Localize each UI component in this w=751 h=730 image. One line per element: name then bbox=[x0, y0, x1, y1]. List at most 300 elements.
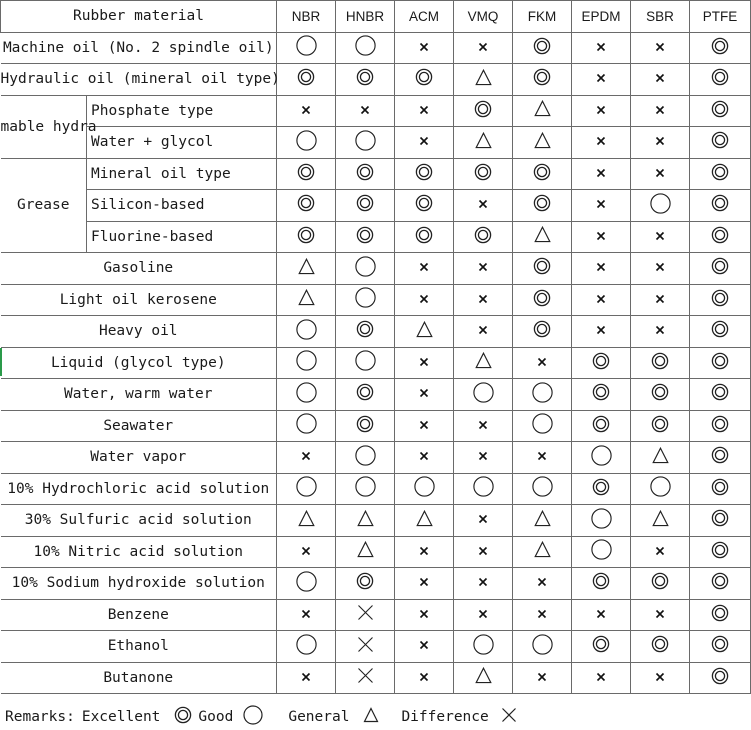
rating-cell-fkm bbox=[513, 599, 572, 631]
rating-cell-hnbr bbox=[336, 379, 395, 411]
rating-cell-ptfe bbox=[690, 347, 751, 379]
rating-cell-sbr bbox=[631, 662, 690, 694]
difference-icon bbox=[478, 575, 488, 591]
difference-icon bbox=[478, 323, 488, 339]
row-label: Phosphate type bbox=[87, 95, 277, 127]
rating-cell-acm bbox=[395, 158, 454, 190]
rating-cell-acm bbox=[395, 32, 454, 64]
excellent-icon bbox=[356, 194, 374, 216]
rating-cell-nbr bbox=[277, 347, 336, 379]
rating-cell-hnbr bbox=[336, 190, 395, 222]
excellent-icon bbox=[533, 194, 551, 216]
rating-cell-nbr bbox=[277, 599, 336, 631]
rating-cell-vmq bbox=[454, 95, 513, 127]
rating-cell-fkm bbox=[513, 190, 572, 222]
legend-good-icon bbox=[243, 705, 263, 729]
excellent-icon bbox=[533, 68, 551, 90]
rating-cell-epdm bbox=[572, 536, 631, 568]
legend-prefix: Remarks: bbox=[5, 709, 75, 725]
rating-cell-sbr bbox=[631, 221, 690, 253]
rating-cell-sbr bbox=[631, 410, 690, 442]
table-row bbox=[1, 64, 751, 96]
rating-cell-epdm bbox=[572, 127, 631, 159]
difference-icon bbox=[655, 134, 665, 150]
excellent-icon bbox=[651, 635, 669, 657]
rating-cell-ptfe bbox=[690, 253, 751, 285]
excellent-icon bbox=[356, 163, 374, 185]
excellent-icon bbox=[533, 257, 551, 279]
excellent-icon bbox=[474, 226, 492, 248]
rating-cell-epdm bbox=[572, 568, 631, 600]
rating-cell-epdm bbox=[572, 190, 631, 222]
rating-cell-fkm bbox=[513, 347, 572, 379]
excellent-icon bbox=[711, 478, 729, 500]
difference-icon bbox=[655, 166, 665, 182]
rating-cell-ptfe bbox=[690, 158, 751, 190]
excellent-icon bbox=[533, 163, 551, 185]
good-icon bbox=[296, 634, 317, 659]
rating-cell-hnbr bbox=[336, 662, 395, 694]
rating-cell-ptfe bbox=[690, 505, 751, 537]
rating-cell-fkm bbox=[513, 158, 572, 190]
excellent-icon bbox=[533, 37, 551, 59]
row-label: Butanone bbox=[1, 662, 277, 694]
table-row bbox=[1, 32, 751, 64]
row-label: Water, warm water bbox=[1, 379, 277, 411]
rating-cell-ptfe bbox=[690, 221, 751, 253]
rating-cell-ptfe bbox=[690, 536, 751, 568]
rating-cell-fkm bbox=[513, 568, 572, 600]
difference-icon bbox=[596, 71, 606, 87]
rating-cell-sbr bbox=[631, 253, 690, 285]
difference-icon bbox=[655, 292, 665, 308]
rating-cell-nbr bbox=[277, 158, 336, 190]
rating-cell-acm bbox=[395, 442, 454, 474]
rating-cell-nbr bbox=[277, 536, 336, 568]
legend-difference-icon bbox=[501, 707, 517, 727]
difference-icon bbox=[537, 355, 547, 371]
rating-cell-hnbr bbox=[336, 127, 395, 159]
difference-icon bbox=[357, 604, 374, 625]
table-row bbox=[1, 127, 751, 159]
difference-icon bbox=[419, 260, 429, 276]
rating-cell-vmq bbox=[454, 284, 513, 316]
difference-icon bbox=[655, 544, 665, 560]
rating-cell-epdm bbox=[572, 379, 631, 411]
rating-cell-sbr bbox=[631, 473, 690, 505]
excellent-icon bbox=[592, 352, 610, 374]
rating-cell-fkm bbox=[513, 32, 572, 64]
general-icon bbox=[652, 447, 669, 468]
difference-icon bbox=[537, 449, 547, 465]
rating-cell-sbr bbox=[631, 284, 690, 316]
rating-cell-ptfe bbox=[690, 95, 751, 127]
col-header-acm: ACM bbox=[395, 1, 454, 33]
excellent-icon bbox=[592, 478, 610, 500]
difference-icon bbox=[478, 40, 488, 56]
difference-icon bbox=[596, 134, 606, 150]
rating-cell-epdm bbox=[572, 599, 631, 631]
rating-cell-sbr bbox=[631, 316, 690, 348]
table-row bbox=[1, 158, 751, 190]
difference-icon bbox=[655, 103, 665, 119]
excellent-icon bbox=[711, 572, 729, 594]
table-row bbox=[1, 410, 751, 442]
good-icon bbox=[591, 508, 612, 533]
excellent-icon bbox=[711, 320, 729, 342]
good-icon bbox=[473, 382, 494, 407]
rating-cell-vmq bbox=[454, 599, 513, 631]
rating-cell-epdm bbox=[572, 221, 631, 253]
rating-cell-epdm bbox=[572, 253, 631, 285]
rating-cell-vmq bbox=[454, 221, 513, 253]
rating-cell-nbr bbox=[277, 316, 336, 348]
rating-cell-hnbr bbox=[336, 253, 395, 285]
rating-cell-nbr bbox=[277, 662, 336, 694]
excellent-icon bbox=[711, 415, 729, 437]
difference-icon bbox=[596, 292, 606, 308]
rating-cell-vmq bbox=[454, 379, 513, 411]
difference-icon bbox=[655, 229, 665, 245]
difference-icon bbox=[478, 292, 488, 308]
difference-icon bbox=[596, 103, 606, 119]
rating-cell-vmq bbox=[454, 64, 513, 96]
row-label: Hydraulic oil (mineral oil type) bbox=[1, 64, 277, 96]
rating-cell-epdm bbox=[572, 316, 631, 348]
rating-cell-epdm bbox=[572, 442, 631, 474]
difference-icon bbox=[596, 229, 606, 245]
rating-cell-epdm bbox=[572, 158, 631, 190]
rating-cell-ptfe bbox=[690, 599, 751, 631]
rating-cell-nbr bbox=[277, 631, 336, 663]
good-icon bbox=[296, 35, 317, 60]
excellent-icon bbox=[592, 415, 610, 437]
header-row bbox=[1, 1, 751, 33]
difference-icon bbox=[301, 607, 311, 623]
difference-icon bbox=[596, 40, 606, 56]
rating-cell-fkm bbox=[513, 505, 572, 537]
table-row bbox=[1, 442, 751, 474]
row-indicator-mark bbox=[0, 348, 2, 376]
row-label: Machine oil (No. 2 spindle oil) bbox=[1, 32, 277, 64]
table-row bbox=[1, 505, 751, 537]
excellent-icon bbox=[474, 100, 492, 122]
col-header-ptfe: PTFE bbox=[690, 1, 751, 33]
table-row bbox=[1, 221, 751, 253]
difference-icon bbox=[357, 667, 374, 688]
excellent-icon bbox=[356, 320, 374, 342]
excellent-icon bbox=[711, 635, 729, 657]
excellent-icon bbox=[415, 194, 433, 216]
difference-icon bbox=[301, 449, 311, 465]
legend-difference-label: Difference bbox=[401, 709, 489, 725]
difference-icon bbox=[419, 449, 429, 465]
rating-cell-acm bbox=[395, 410, 454, 442]
rating-cell-vmq bbox=[454, 410, 513, 442]
rating-cell-fkm bbox=[513, 662, 572, 694]
rating-cell-ptfe bbox=[690, 568, 751, 600]
difference-icon bbox=[419, 670, 429, 686]
rating-cell-nbr bbox=[277, 64, 336, 96]
difference-icon bbox=[478, 512, 488, 528]
legend-general-label: General bbox=[288, 709, 350, 725]
good-icon bbox=[355, 35, 376, 60]
row-label: Silicon-based bbox=[87, 190, 277, 222]
rating-cell-vmq bbox=[454, 190, 513, 222]
rating-cell-sbr bbox=[631, 158, 690, 190]
rating-cell-sbr bbox=[631, 599, 690, 631]
difference-icon bbox=[655, 260, 665, 276]
rating-cell-vmq bbox=[454, 442, 513, 474]
excellent-icon bbox=[356, 572, 374, 594]
rating-cell-nbr bbox=[277, 379, 336, 411]
rating-cell-fkm bbox=[513, 253, 572, 285]
rating-cell-vmq bbox=[454, 473, 513, 505]
difference-icon bbox=[596, 323, 606, 339]
row-label: Ethanol bbox=[1, 631, 277, 663]
good-icon bbox=[296, 382, 317, 407]
rating-cell-sbr bbox=[631, 64, 690, 96]
excellent-icon bbox=[651, 415, 669, 437]
rating-cell-vmq bbox=[454, 631, 513, 663]
rating-cell-fkm bbox=[513, 127, 572, 159]
excellent-icon bbox=[651, 352, 669, 374]
rating-cell-nbr bbox=[277, 95, 336, 127]
rating-cell-epdm bbox=[572, 64, 631, 96]
rating-cell-epdm bbox=[572, 631, 631, 663]
rating-cell-sbr bbox=[631, 631, 690, 663]
difference-icon bbox=[596, 607, 606, 623]
rating-cell-epdm bbox=[572, 32, 631, 64]
difference-icon bbox=[655, 40, 665, 56]
rating-cell-acm bbox=[395, 64, 454, 96]
col-header-fkm: FKM bbox=[513, 1, 572, 33]
excellent-icon bbox=[711, 68, 729, 90]
rating-cell-ptfe bbox=[690, 190, 751, 222]
rating-cell-acm bbox=[395, 662, 454, 694]
rating-cell-sbr bbox=[631, 95, 690, 127]
group-label-flammable-hydraulic: mable hydra bbox=[0, 118, 97, 135]
col-header-vmq: VMQ bbox=[454, 1, 513, 33]
row-label: 10% Nitric acid solution bbox=[1, 536, 277, 568]
good-icon bbox=[650, 193, 671, 218]
row-label: Seawater bbox=[1, 410, 277, 442]
rating-cell-fkm bbox=[513, 631, 572, 663]
good-icon bbox=[473, 634, 494, 659]
difference-icon bbox=[419, 638, 429, 654]
difference-icon bbox=[596, 670, 606, 686]
material-header: Rubber material bbox=[1, 1, 277, 33]
good-icon bbox=[296, 571, 317, 596]
rating-cell-nbr bbox=[277, 32, 336, 64]
row-label: 30% Sulfuric acid solution bbox=[1, 505, 277, 537]
rating-cell-nbr bbox=[277, 127, 336, 159]
good-icon bbox=[355, 130, 376, 155]
col-header-hnbr: HNBR bbox=[336, 1, 395, 33]
rating-cell-fkm bbox=[513, 64, 572, 96]
general-icon bbox=[357, 510, 374, 531]
table-row bbox=[1, 536, 751, 568]
row-label: 10% Hydrochloric acid solution bbox=[1, 473, 277, 505]
rating-cell-acm bbox=[395, 379, 454, 411]
rating-cell-vmq bbox=[454, 568, 513, 600]
excellent-icon bbox=[297, 68, 315, 90]
good-icon bbox=[591, 445, 612, 470]
table-row bbox=[1, 599, 751, 631]
good-icon bbox=[355, 350, 376, 375]
good-icon bbox=[296, 130, 317, 155]
rating-cell-fkm bbox=[513, 442, 572, 474]
rating-cell-epdm bbox=[572, 95, 631, 127]
good-icon bbox=[532, 476, 553, 501]
excellent-icon bbox=[592, 383, 610, 405]
excellent-icon bbox=[711, 446, 729, 468]
rating-cell-ptfe bbox=[690, 32, 751, 64]
legend bbox=[5, 706, 517, 728]
excellent-icon bbox=[474, 163, 492, 185]
row-label: Fluorine-based bbox=[87, 221, 277, 253]
difference-icon bbox=[419, 40, 429, 56]
rating-cell-epdm bbox=[572, 284, 631, 316]
rating-cell-hnbr bbox=[336, 631, 395, 663]
col-header-epdm: EPDM bbox=[572, 1, 631, 33]
row-label: Mineral oil type bbox=[87, 158, 277, 190]
rating-cell-sbr bbox=[631, 505, 690, 537]
excellent-icon bbox=[297, 163, 315, 185]
rating-cell-hnbr bbox=[336, 442, 395, 474]
rating-cell-ptfe bbox=[690, 379, 751, 411]
general-icon bbox=[298, 258, 315, 279]
excellent-icon bbox=[533, 289, 551, 311]
group-flammable-hydraulic bbox=[0, 95, 97, 158]
difference-icon bbox=[419, 355, 429, 371]
difference-icon bbox=[301, 103, 311, 119]
rating-cell-nbr bbox=[277, 473, 336, 505]
excellent-icon bbox=[651, 383, 669, 405]
rating-cell-nbr bbox=[277, 568, 336, 600]
good-icon bbox=[355, 445, 376, 470]
rating-cell-hnbr bbox=[336, 505, 395, 537]
excellent-icon bbox=[711, 163, 729, 185]
excellent-icon bbox=[711, 37, 729, 59]
table-row bbox=[1, 347, 751, 379]
good-icon bbox=[355, 256, 376, 281]
difference-icon bbox=[537, 607, 547, 623]
difference-icon bbox=[478, 607, 488, 623]
table-row bbox=[1, 253, 751, 285]
rating-cell-nbr bbox=[277, 221, 336, 253]
rating-cell-nbr bbox=[277, 505, 336, 537]
rating-cell-hnbr bbox=[336, 221, 395, 253]
rating-cell-hnbr bbox=[336, 95, 395, 127]
excellent-icon bbox=[415, 163, 433, 185]
excellent-icon bbox=[711, 289, 729, 311]
row-label: Water + glycol bbox=[87, 127, 277, 159]
general-icon bbox=[652, 510, 669, 531]
rating-cell-nbr bbox=[277, 190, 336, 222]
rating-cell-acm bbox=[395, 347, 454, 379]
row-label: 10% Sodium hydroxide solution bbox=[1, 568, 277, 600]
rating-cell-acm bbox=[395, 253, 454, 285]
rating-cell-epdm bbox=[572, 473, 631, 505]
rating-cell-fkm bbox=[513, 410, 572, 442]
rating-cell-ptfe bbox=[690, 631, 751, 663]
rating-cell-hnbr bbox=[336, 536, 395, 568]
rating-cell-epdm bbox=[572, 410, 631, 442]
rating-cell-epdm bbox=[572, 662, 631, 694]
difference-icon bbox=[419, 292, 429, 308]
excellent-icon bbox=[356, 415, 374, 437]
rating-cell-vmq bbox=[454, 253, 513, 285]
difference-icon bbox=[360, 103, 370, 119]
excellent-icon bbox=[711, 100, 729, 122]
col-header-nbr: NBR bbox=[277, 1, 336, 33]
rating-cell-acm bbox=[395, 568, 454, 600]
legend-excellent-label: Excellent bbox=[81, 709, 161, 725]
difference-icon bbox=[419, 103, 429, 119]
rating-cell-acm bbox=[395, 316, 454, 348]
general-icon bbox=[475, 667, 492, 688]
excellent-icon bbox=[592, 635, 610, 657]
rating-cell-fkm bbox=[513, 316, 572, 348]
excellent-icon bbox=[651, 572, 669, 594]
excellent-icon bbox=[592, 572, 610, 594]
rating-cell-sbr bbox=[631, 568, 690, 600]
difference-icon bbox=[419, 607, 429, 623]
excellent-icon bbox=[711, 667, 729, 689]
excellent-icon bbox=[711, 131, 729, 153]
general-icon bbox=[357, 541, 374, 562]
general-icon bbox=[475, 352, 492, 373]
rating-cell-vmq bbox=[454, 32, 513, 64]
general-icon bbox=[534, 100, 551, 121]
good-icon bbox=[532, 413, 553, 438]
rating-cell-hnbr bbox=[336, 316, 395, 348]
rating-cell-nbr bbox=[277, 442, 336, 474]
rating-cell-ptfe bbox=[690, 473, 751, 505]
rating-cell-hnbr bbox=[336, 284, 395, 316]
general-icon bbox=[475, 69, 492, 90]
excellent-icon bbox=[297, 194, 315, 216]
general-icon bbox=[534, 226, 551, 247]
difference-icon bbox=[301, 544, 311, 560]
difference-icon bbox=[419, 575, 429, 591]
row-label: Light oil kerosene bbox=[1, 284, 277, 316]
good-icon bbox=[296, 350, 317, 375]
difference-icon bbox=[655, 670, 665, 686]
difference-icon bbox=[478, 418, 488, 434]
rating-cell-ptfe bbox=[690, 410, 751, 442]
rating-cell-fkm bbox=[513, 473, 572, 505]
rating-cell-fkm bbox=[513, 95, 572, 127]
general-icon bbox=[534, 132, 551, 153]
rating-cell-hnbr bbox=[336, 473, 395, 505]
excellent-icon bbox=[711, 226, 729, 248]
rating-cell-sbr bbox=[631, 379, 690, 411]
rating-cell-ptfe bbox=[690, 442, 751, 474]
table-row bbox=[1, 662, 751, 694]
rating-cell-fkm bbox=[513, 536, 572, 568]
difference-icon bbox=[655, 71, 665, 87]
rating-cell-nbr bbox=[277, 253, 336, 285]
excellent-icon bbox=[711, 604, 729, 626]
good-icon bbox=[591, 539, 612, 564]
table-row bbox=[1, 284, 751, 316]
difference-icon bbox=[419, 386, 429, 402]
legend-excellent-icon bbox=[174, 706, 192, 728]
difference-icon bbox=[357, 636, 374, 657]
rating-cell-hnbr bbox=[336, 568, 395, 600]
